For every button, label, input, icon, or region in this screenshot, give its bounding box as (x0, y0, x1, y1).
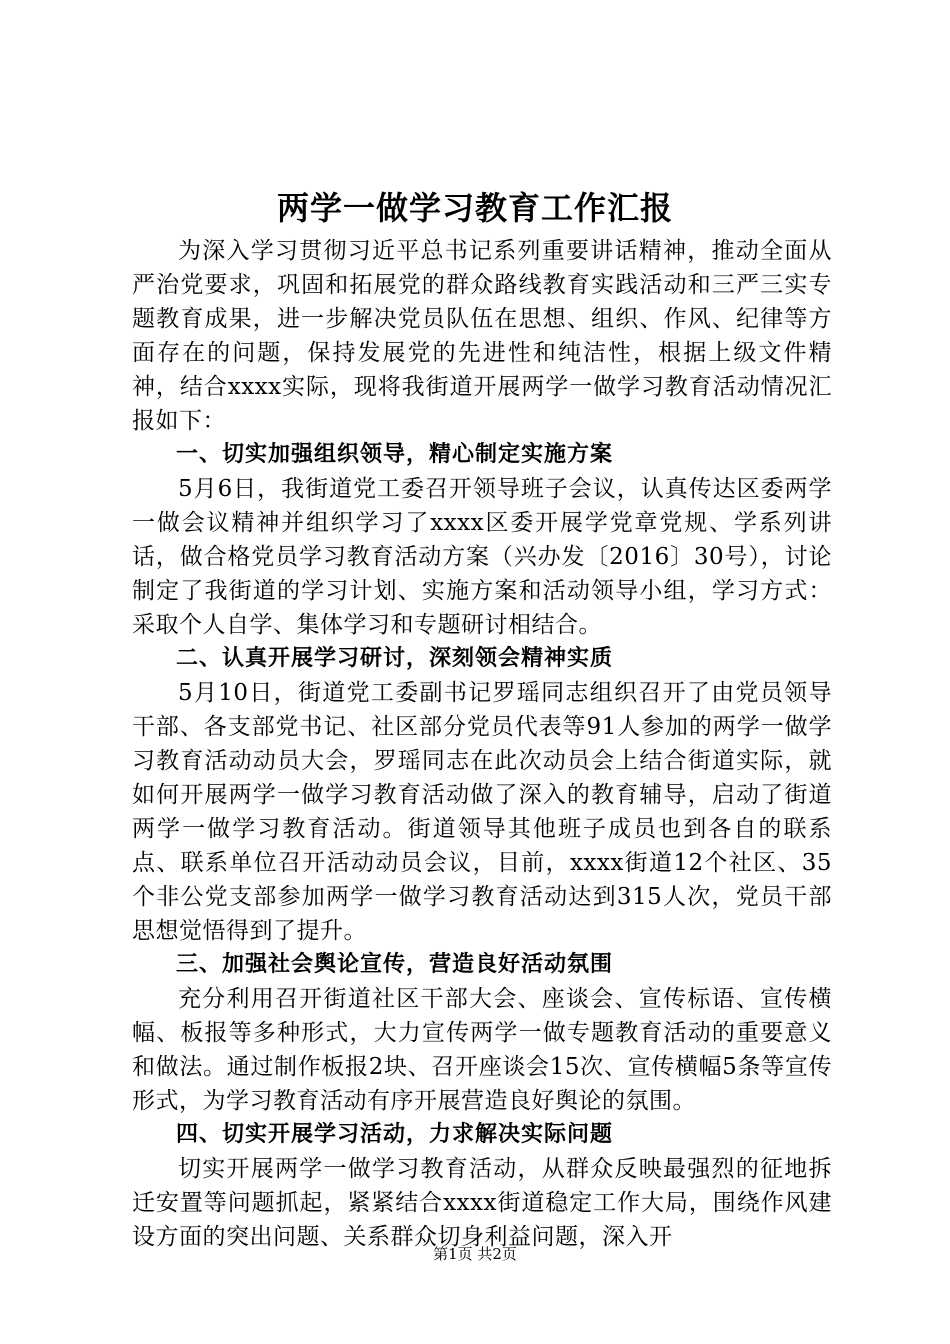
section-heading-2: 二、认真开展学习研讨，深刻领会精神实质 (176, 646, 614, 671)
section-paragraph-1: 5月6日，我街道党工委召开领导班子会议，认真传达区委两学一做会议精神并组织学习了xxxx区委开展学党章党规、学系列讲话，做合格党员学习教育活动方案（兴办发〔2016〕30号），讨论制定了我街道的学习计划、实施方案和活动领导小组，学习方式：采取个人自学、集体学习和专题研讨相结合。 (132, 476, 832, 638)
page-number-footer: 第1页 共2页 (433, 1245, 517, 1263)
document-title: 两学一做学习教育工作汇报 (276, 189, 673, 227)
section-paragraph-2: 5月10日，街道党工委副书记罗瑶同志组织召开了由党员领导干部、各支部党书记、社区部分党员代表等91人参加的两学一做学习教育活动动员大会，罗瑶同志在此次动员会上结合街道实际，就如何开展两学一做学习教育活动做了深入的教育辅导，启动了街道两学一做学习教育活动。街道领导其他班子成员也到各自的联系点、联系单位召开活动动员会议，目前，xxxx街道12个社区、35个非公党支部参加两学一做学习教育活动达到315人次，党员干部思想觉悟得到了提升。 (132, 680, 832, 944)
document-body (132, 234, 832, 1254)
section-heading-3: 三、加强社会舆论宣传，营造良好活动氛围 (176, 952, 614, 977)
section-paragraph-4: 切实开展两学一做学习教育活动，从群众反映最强烈的征地拆迁安置等问题抓起，紧紧结合xxxx街道稳定工作大局，围绕作风建设方面的突出问题、关系群众切身利益问题，深入开 (132, 1156, 832, 1250)
section-heading-4: 四、切实开展学习活动，力求解决实际问题 (176, 1122, 614, 1147)
section-paragraph-3: 充分利用召开街道社区干部大会、座谈会、宣传标语、宣传横幅、板报等多种形式，大力宣传两学一做专题教育活动的重要意义和做法。通过制作板报2块、召开座谈会15次、宣传横幅5条等宣传形式，为学习教育活动有序开展营造良好舆论的氛围。 (132, 986, 832, 1114)
section-heading-1: 一、切实加强组织领导，精心制定实施方案 (176, 442, 614, 467)
intro-paragraph: 为深入学习贯彻习近平总书记系列重要讲话精神，推动全面从严治党要求，巩固和拓展党的群众路线教育实践活动和三严三实专题教育成果，进一步解决党员队伍在思想、组织、作风、纪律等方面存在的问题，保持发展党的先进性和纯洁性，根据上级文件精神，结合xxxx实际，现将我街道开展两学一做学习教育活动情况汇报如下： (132, 238, 832, 434)
